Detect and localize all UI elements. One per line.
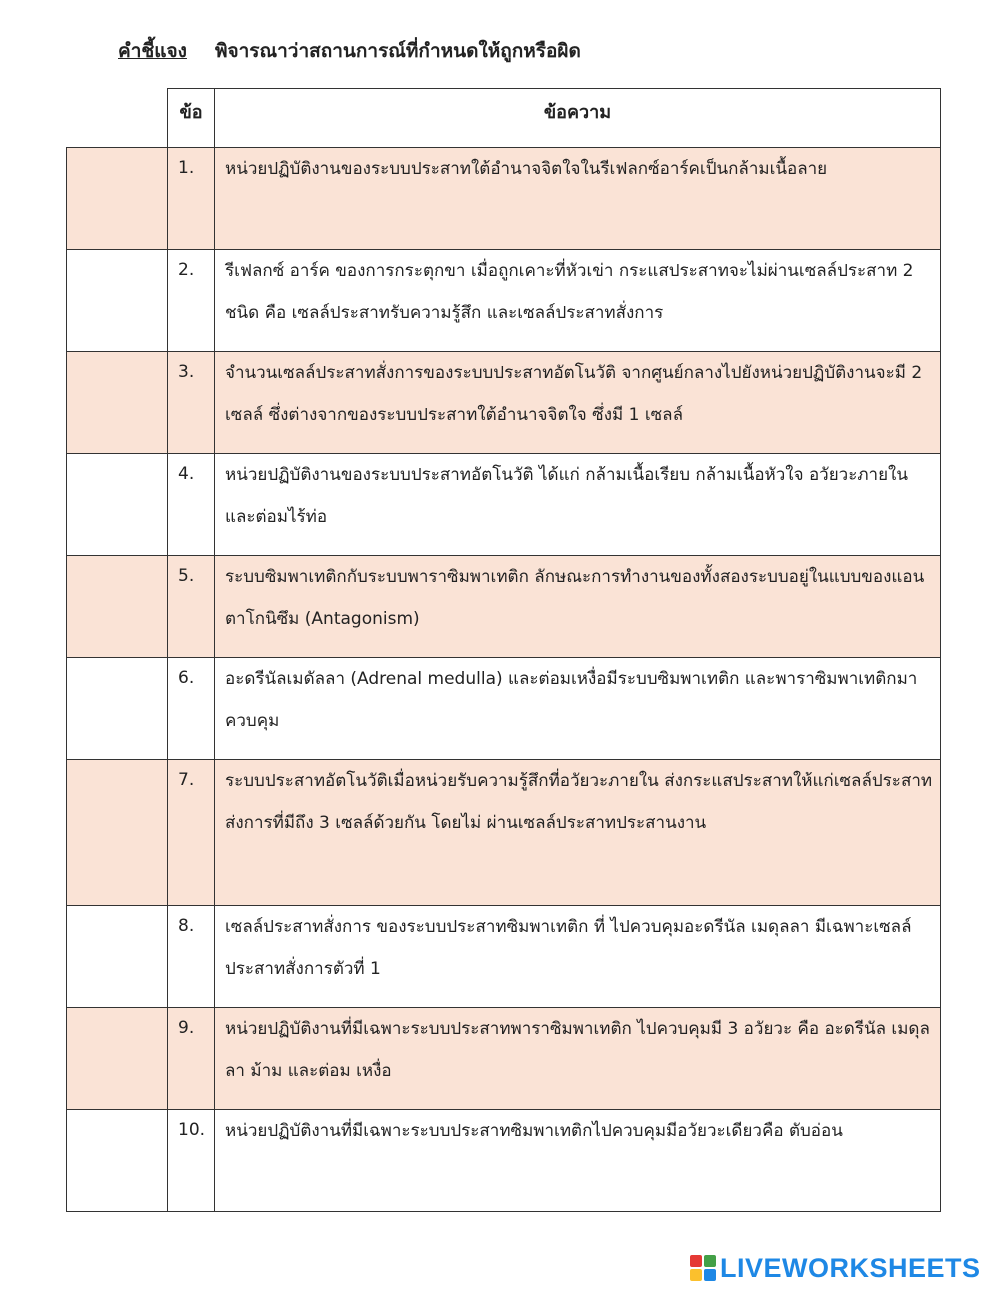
answer-dropzone[interactable] [66, 657, 168, 760]
answer-dropzone[interactable] [66, 453, 168, 556]
answer-dropzone[interactable] [66, 555, 168, 658]
answer-dropzone[interactable] [66, 1109, 168, 1212]
answer-dropzone[interactable] [66, 1007, 168, 1110]
row-number: 8. [167, 905, 215, 1008]
table-row [66, 249, 941, 352]
row-statement: หน่วยปฏิบัติงานที่มีเฉพาะระบบประสาทซิมพาเทติกไปควบคุมมีอวัยวะเดียวคือ ตับอ่อน [214, 1109, 941, 1212]
row-statement: อะดรีนัลเมดัลลา (Adrenal medulla) และต่อมเหงื่อมีระบบซิมพาเทติก และพาราซิมพาเทติกมาควบคุม [214, 657, 941, 760]
row-statement: จำนวนเซลล์ประสาทสั่งการของระบบประสาทอัตโนวัติ จากศูนย์กลางไปยังหน่วยปฏิบัติงานจะมี 2 เซลล์ ซึ่งต่างจากของระบบประสาทใต้อำนาจจิตใจ ซึ่งมี 1 เซลล์ [214, 351, 941, 454]
table-row [66, 759, 941, 906]
table-row [66, 147, 941, 250]
row-statement: เซลล์ประสาทสั่งการ ของระบบประสาทซิมพาเทติก ที่ ไปควบคุมอะดรีนัล เมดุลลา มีเฉพาะเซลล์ประสาทสั่งการตัวที่ 1 [214, 905, 941, 1008]
answer-dropzone[interactable] [66, 249, 168, 352]
instructions-label: คำชี้แจง [118, 40, 187, 62]
row-number: 4. [167, 453, 215, 556]
row-number: 9. [167, 1007, 215, 1110]
row-number: 6. [167, 657, 215, 760]
row-statement: หน่วยปฏิบัติงานที่มีเฉพาะระบบประสาทพาราซิมพาเทติก ไปควบคุมมี 3 อวัยวะ คือ อะดรีนัล เมดุลลา ม้าม และต่อม เหงื่อ [214, 1007, 941, 1110]
row-statement: ระบบประสาทอัตโนวัติเมื่อหน่วยรับความรู้สึกที่อวัยวะภายใน ส่งกระแสประสาทให้แก่เซลล์ประสาทส่งการที่มีถึง 3 เซลล์ด้วยกัน โดยไม่ ผ่านเซลล์ประสาทประสานงาน [214, 759, 941, 906]
liveworksheets-mark-icon [690, 1255, 716, 1281]
row-statement: ระบบซิมพาเทติกกับระบบพาราซิมพาเทติก ลักษณะการทำงานของทั้งสองระบบอยู่ในแบบของแอนตาโกนิซึม (Antagonism) [214, 555, 941, 658]
instructions-text: พิจารณาว่าสถานการณ์ที่กำหนดให้ถูกหรือผิด [214, 40, 581, 62]
table-row [66, 351, 941, 454]
liveworksheets-logo [690, 1250, 981, 1286]
logo-text: LIVEWORKSHEETS [720, 1252, 981, 1283]
row-statement: รีเฟลกซ์ อาร์ค ของการกระตุกขา เมื่อถูกเคาะที่หัวเข่า กระแสประสาทจะไม่ผ่านเซลล์ประสาท 2 ชนิด คือ เซลล์ประสาทรับความรู้สึก และเซลล์ประสาทสั่งการ [214, 249, 941, 352]
table-row [66, 555, 941, 658]
row-number: 5. [167, 555, 215, 658]
row-statement: หน่วยปฏิบัติงานของระบบประสาทใต้อำนาจจิตใจในรีเฟลกซ์อาร์คเป็นกล้ามเนื้อลาย [214, 147, 941, 250]
answer-dropzone[interactable] [66, 351, 168, 454]
table-row [66, 1109, 941, 1212]
row-number: 1. [167, 147, 215, 250]
answer-dropzone[interactable] [66, 905, 168, 1008]
instructions [118, 36, 581, 66]
row-number: 3. [167, 351, 215, 454]
answer-dropzone[interactable] [66, 759, 168, 906]
table-row [66, 657, 941, 760]
header-number: ข้อ [167, 88, 215, 148]
row-number: 7. [167, 759, 215, 906]
table-row [66, 453, 941, 556]
row-statement: หน่วยปฏิบัติงานของระบบประสาทอัตโนวัติ ได้แก่ กล้ามเนื้อเรียบ กล้ามเนื้อหัวใจ อวัยวะภายในและต่อมไร้ท่อ [214, 453, 941, 556]
row-number: 2. [167, 249, 215, 352]
table-row [66, 1007, 941, 1110]
answer-dropzone[interactable] [66, 147, 168, 250]
table-row [66, 905, 941, 1008]
row-number: 10. [167, 1109, 215, 1212]
header-statement: ข้อความ [214, 88, 941, 148]
